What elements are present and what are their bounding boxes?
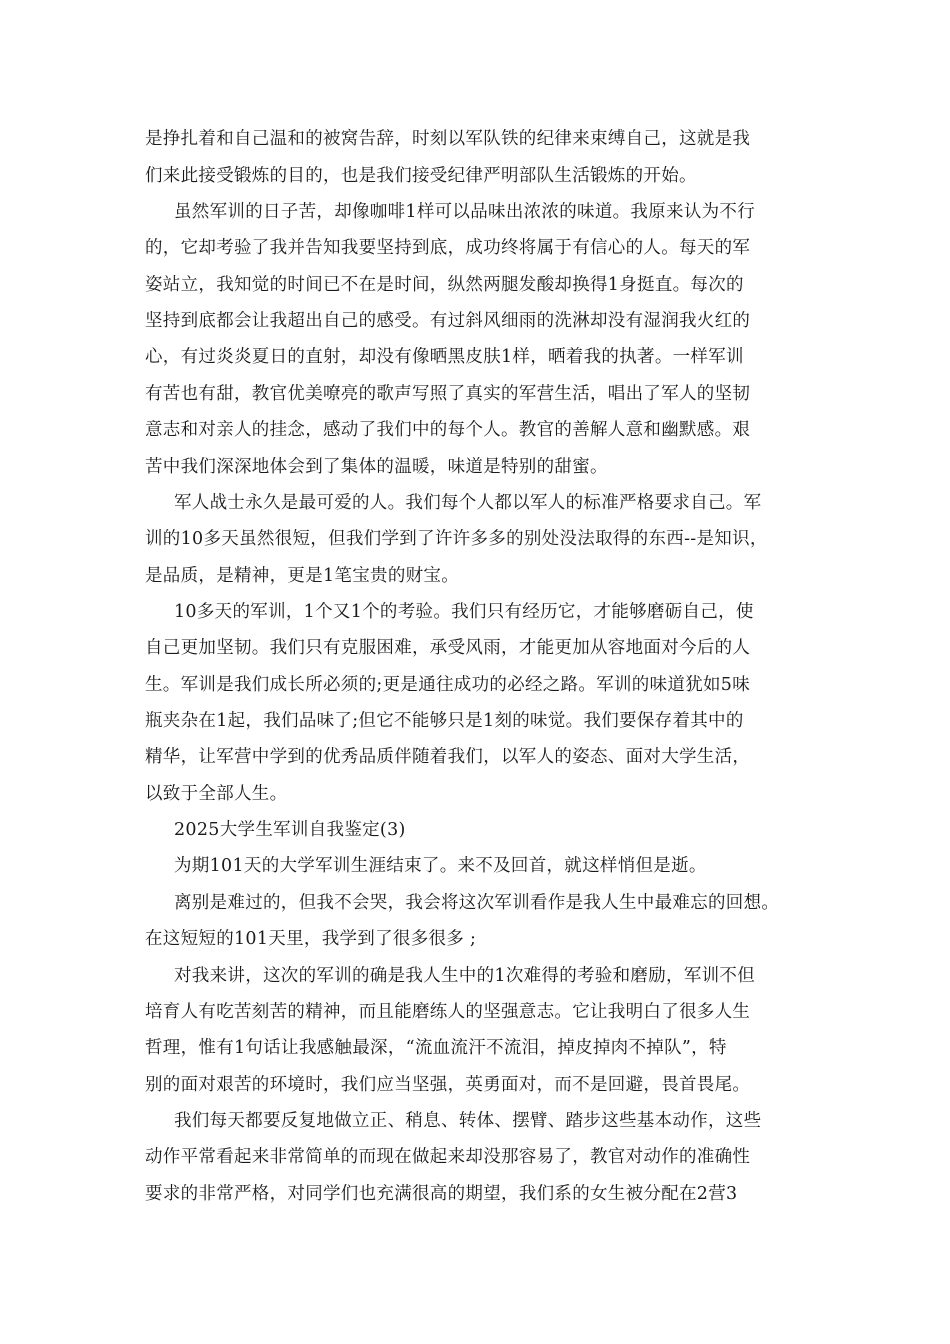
text-line: 心，有过炎炎夏日的直射，却没有像晒黑皮肤1样，晒着我的执著。一样军训: [145, 347, 744, 367]
text-line: 生。军训是我们成长所必须的;更是通往成功的必经之路。军训的味道犹如5味: [145, 675, 751, 695]
text-line: 有苦也有甜，教官优美嘹亮的歌声写照了真实的军营生活，唱出了军人的坚韧: [145, 384, 751, 404]
text-line: 要求的非常严格，对同学们也充满很高的期望，我们系的女生被分配在2营3: [145, 1184, 738, 1204]
text-line: 别的面对艰苦的环境时，我们应当坚强，英勇面对，而不是回避，畏首畏尾。: [145, 1075, 751, 1095]
text-line: 苦中我们深深地体会到了集体的温暖，味道是特别的甜蜜。: [145, 457, 608, 477]
text-line: 自己更加坚韧。我们只有克服困难，承受风雨，才能更加从容地面对今后的人: [145, 638, 751, 658]
text-line: 姿站立，我知觉的时间已不在是时间，纵然两腿发酸却换得1身挺直。每次的: [145, 275, 744, 295]
text-line: 们来此接受锻炼的目的，也是我们接受纪律严明部队生活锻炼的开始。: [145, 166, 697, 186]
text-line: 意志和对亲人的挂念，感动了我们中的每个人。教官的善解人意和幽默感。艰: [145, 420, 751, 440]
text-line: 的，它却考验了我并告知我要坚持到底，成功终将属于有信心的人。每天的军: [145, 238, 751, 258]
text-line: 我们每天都要反复地做立正、稍息、转体、摆臂、踏步这些基本动作，这些: [174, 1111, 762, 1131]
text-line: 瓶夹杂在1起，我们品味了;但它不能够只是1刻的味觉。我们要保存着其中的: [145, 711, 744, 731]
text-line: 是挣扎着和自己温和的被窝告辞，时刻以军队铁的纪律来束缚自己，这就是我: [145, 129, 751, 149]
text-line: 以致于全部人生。: [145, 784, 288, 804]
text-line: 对我来讲，这次的军训的确是我人生中的1次难得的考验和磨励，军训不但: [174, 966, 756, 986]
text-line: 为期101天的大学军训生涯结束了。来不及回首，就这样悄但是逝。: [174, 856, 707, 876]
text-line: 动作平常看起来非常简单的而现在做起来却没那容易了，教官对动作的准确性: [145, 1147, 751, 1167]
text-line: 哲理，惟有1句话让我感触最深，“流血流汗不流泪，掉皮掉肉不掉队”，特: [145, 1038, 727, 1058]
text-line: 训的10多天虽然很短，但我们学到了许许多多的别处没法取得的东西--是知识，: [145, 529, 768, 549]
section-heading: 2025大学生军训自我鉴定(3): [174, 820, 406, 840]
text-line: 军人战士永久是最可爱的人。我们每个人都以军人的标准严格要求自己。军: [174, 493, 762, 513]
text-line: 精华，让军营中学到的优秀品质伴随着我们，以军人的姿态、面对大学生活，: [145, 747, 751, 767]
text-line: 虽然军训的日子苦，却像咖啡1样可以品味出浓浓的味道。我原来认为不行: [174, 202, 756, 222]
text-line: 坚持到底都会让我超出自己的感受。有过斜风细雨的洗淋却没有湿润我火红的: [145, 311, 751, 331]
text-line: 培育人有吃苦刻苦的精神，而且能磨练人的坚强意志。它让我明白了很多人生: [145, 1002, 751, 1022]
text-line: 离别是难过的，但我不会哭，我会将这次军训看作是我人生中最难忘的回想。: [174, 893, 780, 913]
text-line: 在这短短的101天里，我学到了很多很多 ;: [145, 929, 477, 949]
text-line: 是品质，是精神，更是1笔宝贵的财宝。: [145, 566, 460, 586]
text-line: 10多天的军训，1个又1个的考验。我们只有经历它，才能够磨砺自己，使: [174, 602, 754, 622]
